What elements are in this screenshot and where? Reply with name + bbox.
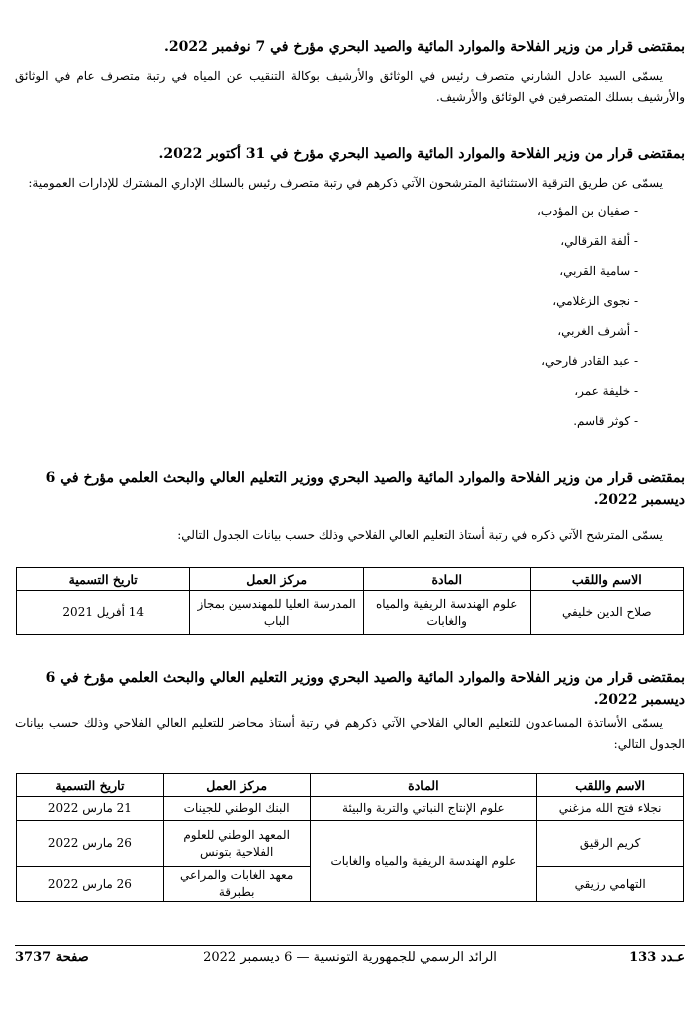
cell-workplace: البنك الوطني للجينات	[163, 797, 310, 821]
decree-heading-4: بمقتضى قرار من وزير الفلاحة والموارد المائية والصيد البحري ووزير التعليم العالي والبحث العلمي مؤرخ في 6 ديسمبر 2022.	[45, 670, 685, 708]
decree-heading-3: بمقتضى قرار من وزير الفلاحة والموارد المائية والصيد البحري ووزير التعليم العالي والبحث العلمي مؤرخ في 6 ديسمبر 2022.	[45, 470, 685, 508]
cell-subject: علوم الهندسة الريفية والمياه والغابات	[363, 591, 530, 635]
col-name: الاسم واللقب	[530, 568, 683, 591]
appointment-table-2	[16, 773, 684, 902]
footer-divider	[15, 945, 685, 946]
cell-date: 21 مارس 2022	[17, 797, 164, 821]
table-header-row	[17, 774, 684, 797]
col-workplace: مركز العمل	[163, 774, 310, 797]
list-item: - نجوى الزغلامي،	[552, 294, 638, 308]
col-date: تاريخ التسمية	[17, 568, 190, 591]
cell-name: صلاح الدين خليفي	[530, 591, 683, 635]
journal-title: الرائد الرسمي للجمهورية التونسية — 6 ديسمبر 2022	[203, 950, 497, 965]
list-item: - عبد القادر فارحي،	[541, 354, 638, 368]
list-item: - صفيان بن المؤدب،	[537, 204, 638, 218]
list-item: - كوثر قاسم.	[573, 414, 638, 428]
col-subject: المادة	[310, 774, 537, 797]
cell-date: 14 أفريل 2021	[17, 591, 190, 635]
list-item: - ألفة القرقالي،	[560, 234, 638, 248]
appointment-table-1	[16, 567, 684, 635]
col-name: الاسم واللقب	[537, 774, 684, 797]
table-row	[17, 797, 684, 821]
col-date: تاريخ التسمية	[17, 774, 164, 797]
cell-workplace: معهد الغابات والمراعي بطبرقة	[163, 867, 310, 902]
list-item: - سامية القربي،	[559, 264, 638, 278]
cell-name: التهامي رزيقي	[537, 867, 684, 902]
list-item: - خليفة عمر،	[574, 384, 638, 398]
decree-body-1: يسمّى السيد عادل الشارني متصرف رئيس في الوثائق والأرشيف بوكالة التنقيب عن المياه في رتبة متصرف عام في الوثائق والأرشيف بسلك المتصرفين في الوثائق والأرشيف.	[15, 69, 685, 104]
decree-heading-1: بمقتضى قرار من وزير الفلاحة والموارد المائية والصيد البحري مؤرخ في 7 نوفمبر 2022.	[164, 39, 685, 55]
decree-body-3: يسمّى المترشح الآتي ذكره في رتبة أستاذ التعليم العالي الفلاحي وذلك حسب بيانات الجدول التالي:	[177, 528, 663, 542]
cell-date: 26 مارس 2022	[17, 821, 164, 867]
cell-subject: علوم الهندسة الريفية والمياه والغابات	[310, 821, 537, 902]
decree-body-2: يسمّى عن طريق الترقية الاستثنائية المترشحون الآتي ذكرهم في رتبة متصرف رئيس بالسلك الإداري المشترك للإدارات العمومية:	[28, 176, 663, 190]
table-row	[17, 821, 684, 867]
cell-subject: علوم الإنتاج النباتي والتربة والبيئة	[310, 797, 537, 821]
list-item: - أشرف الغربي،	[557, 324, 638, 338]
cell-date: 26 مارس 2022	[17, 867, 164, 902]
table-row	[17, 591, 684, 635]
col-workplace: مركز العمل	[190, 568, 363, 591]
cell-workplace: المعهد الوطني للعلوم الفلاحية بتونس	[163, 821, 310, 867]
table-header-row	[17, 568, 684, 591]
cell-name: كريم الرقيق	[537, 821, 684, 867]
decree-body-4: يسمّى الأساتذة المساعدون للتعليم العالي الفلاحي الآتي ذكرهم في رتبة أستاذ محاضر للتعليم العالي الفلاحي وذلك حسب بيانات الجدول التالي:	[15, 716, 685, 751]
page-footer	[15, 950, 685, 970]
page-number: صفحة 3737	[15, 950, 89, 965]
cell-workplace: المدرسة العليا للمهندسين بمجاز الباب	[190, 591, 363, 635]
issue-number: عـدد 133	[629, 950, 685, 965]
cell-name: نجلاء فتح الله مزغني	[537, 797, 684, 821]
candidates-list	[338, 203, 638, 443]
decree-heading-2: بمقتضى قرار من وزير الفلاحة والموارد المائية والصيد البحري مؤرخ في 31 أكتوبر 2022.	[158, 146, 685, 162]
col-subject: المادة	[363, 568, 530, 591]
